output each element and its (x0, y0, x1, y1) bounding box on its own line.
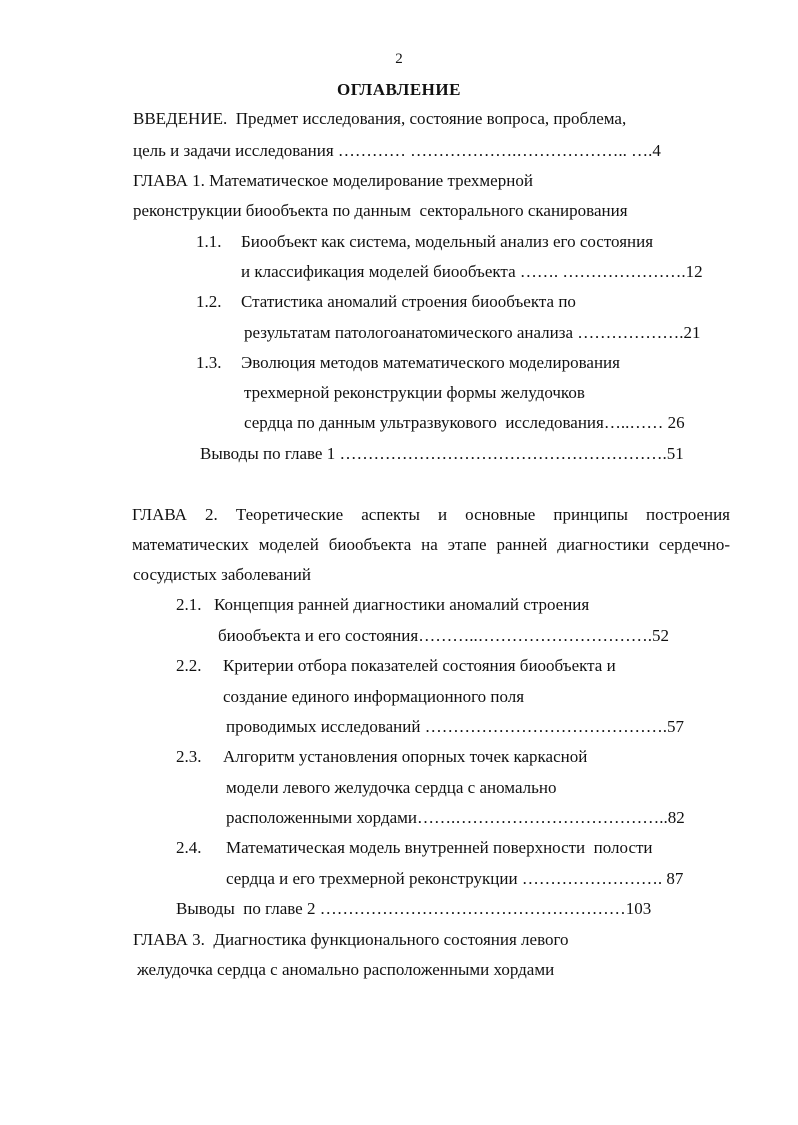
toc-chapter-2-line-2: математических моделей биообъекта на этапе ранней диагностики сердечно- (132, 535, 730, 554)
toc-section-1-2-line-1: Статистика аномалий строения биообъекта по (241, 292, 576, 311)
toc-intro-line-2: цель и задачи исследования ………… ……………….……………….. ….4 (133, 141, 661, 160)
toc-section-2-3-line-1: Алгоритм установления опорных точек каркасной (223, 747, 588, 766)
toc-section-number: 2.2. (176, 656, 202, 675)
toc-chapter-1-line-1: ГЛАВА 1. Математическое моделирование трехмерной (133, 171, 533, 190)
page-title: ОГЛАВЛЕНИЕ (337, 80, 461, 99)
toc-section-1-2-line-2: результатам патологоанатомического анализа ……………….21 (244, 323, 701, 342)
toc-section-1-3-line-3: сердца по данным ультразвукового исследования…..…… 26 (244, 413, 685, 432)
toc-section-2-1-line-2: биообъекта и его состояния………..………………………….52 (218, 626, 669, 645)
toc-chapter-2-line-3: сосудистых заболеваний (133, 565, 311, 584)
toc-chapter-1-conclusions: Выводы по главе 1 ………………………………………………….51 (200, 444, 684, 463)
toc-section-2-3-line-3: расположенными хордами…….………………………………..82 (226, 808, 685, 827)
toc-section-2-3-line-2: модели левого желудочка сердца с аномально (226, 778, 557, 797)
toc-section-1-1-line-1: Биообъект как система, модельный анализ его состояния (241, 232, 654, 251)
toc-section-2-2-line-2: создание единого информационного поля (223, 687, 525, 706)
toc-chapter-2-line-1: ГЛАВА 2. Теоретические аспекты и основные принципы построения (132, 505, 730, 524)
toc-section-2-2-line-3: проводимых исследований …………………………………….57 (226, 717, 684, 736)
page-number: 2 (395, 51, 403, 67)
toc-section-number: 2.4. (176, 838, 202, 857)
toc-section-1-1-line-2: и классификация моделей биообъекта ……. ………………….12 (241, 262, 703, 281)
toc-section-number: 2.1. (176, 595, 202, 614)
toc-chapter-1-line-2: реконструкции биообъекта по данным секторального сканирования (133, 201, 628, 220)
toc-section-1-3-line-2: трехмерной реконструкции формы желудочков (244, 383, 585, 402)
toc-section-number: 1.2. (196, 292, 222, 311)
toc-section-number: 1.3. (196, 353, 222, 372)
toc-section-1-3-line-1: Эволюция методов математического моделирования (241, 353, 620, 372)
toc-section-2-1-line-1: Концепция ранней диагностики аномалий строения (214, 595, 590, 614)
toc-chapter-2-conclusions: Выводы по главе 2 ………………………………………………103 (176, 899, 652, 918)
toc-section-2-2-line-1: Критерии отбора показателей состояния биообъекта и (223, 656, 616, 675)
toc-chapter-3-line-2: желудочка сердца с аномально расположенными хордами (137, 960, 555, 979)
toc-intro-line-1: ВВЕДЕНИЕ. Предмет исследования, состояние вопроса, проблема, (133, 109, 627, 128)
toc-section-number: 1.1. (196, 232, 222, 251)
toc-section-number: 2.3. (176, 747, 202, 766)
toc-section-2-4-line-1: Математическая модель внутренней поверхности полости (226, 838, 653, 857)
toc-section-2-4-line-2: сердца и его трехмерной реконструкции ……………………. 87 (226, 869, 684, 888)
toc-chapter-3-line-1: ГЛАВА 3. Диагностика функционального состояния левого (133, 930, 569, 949)
